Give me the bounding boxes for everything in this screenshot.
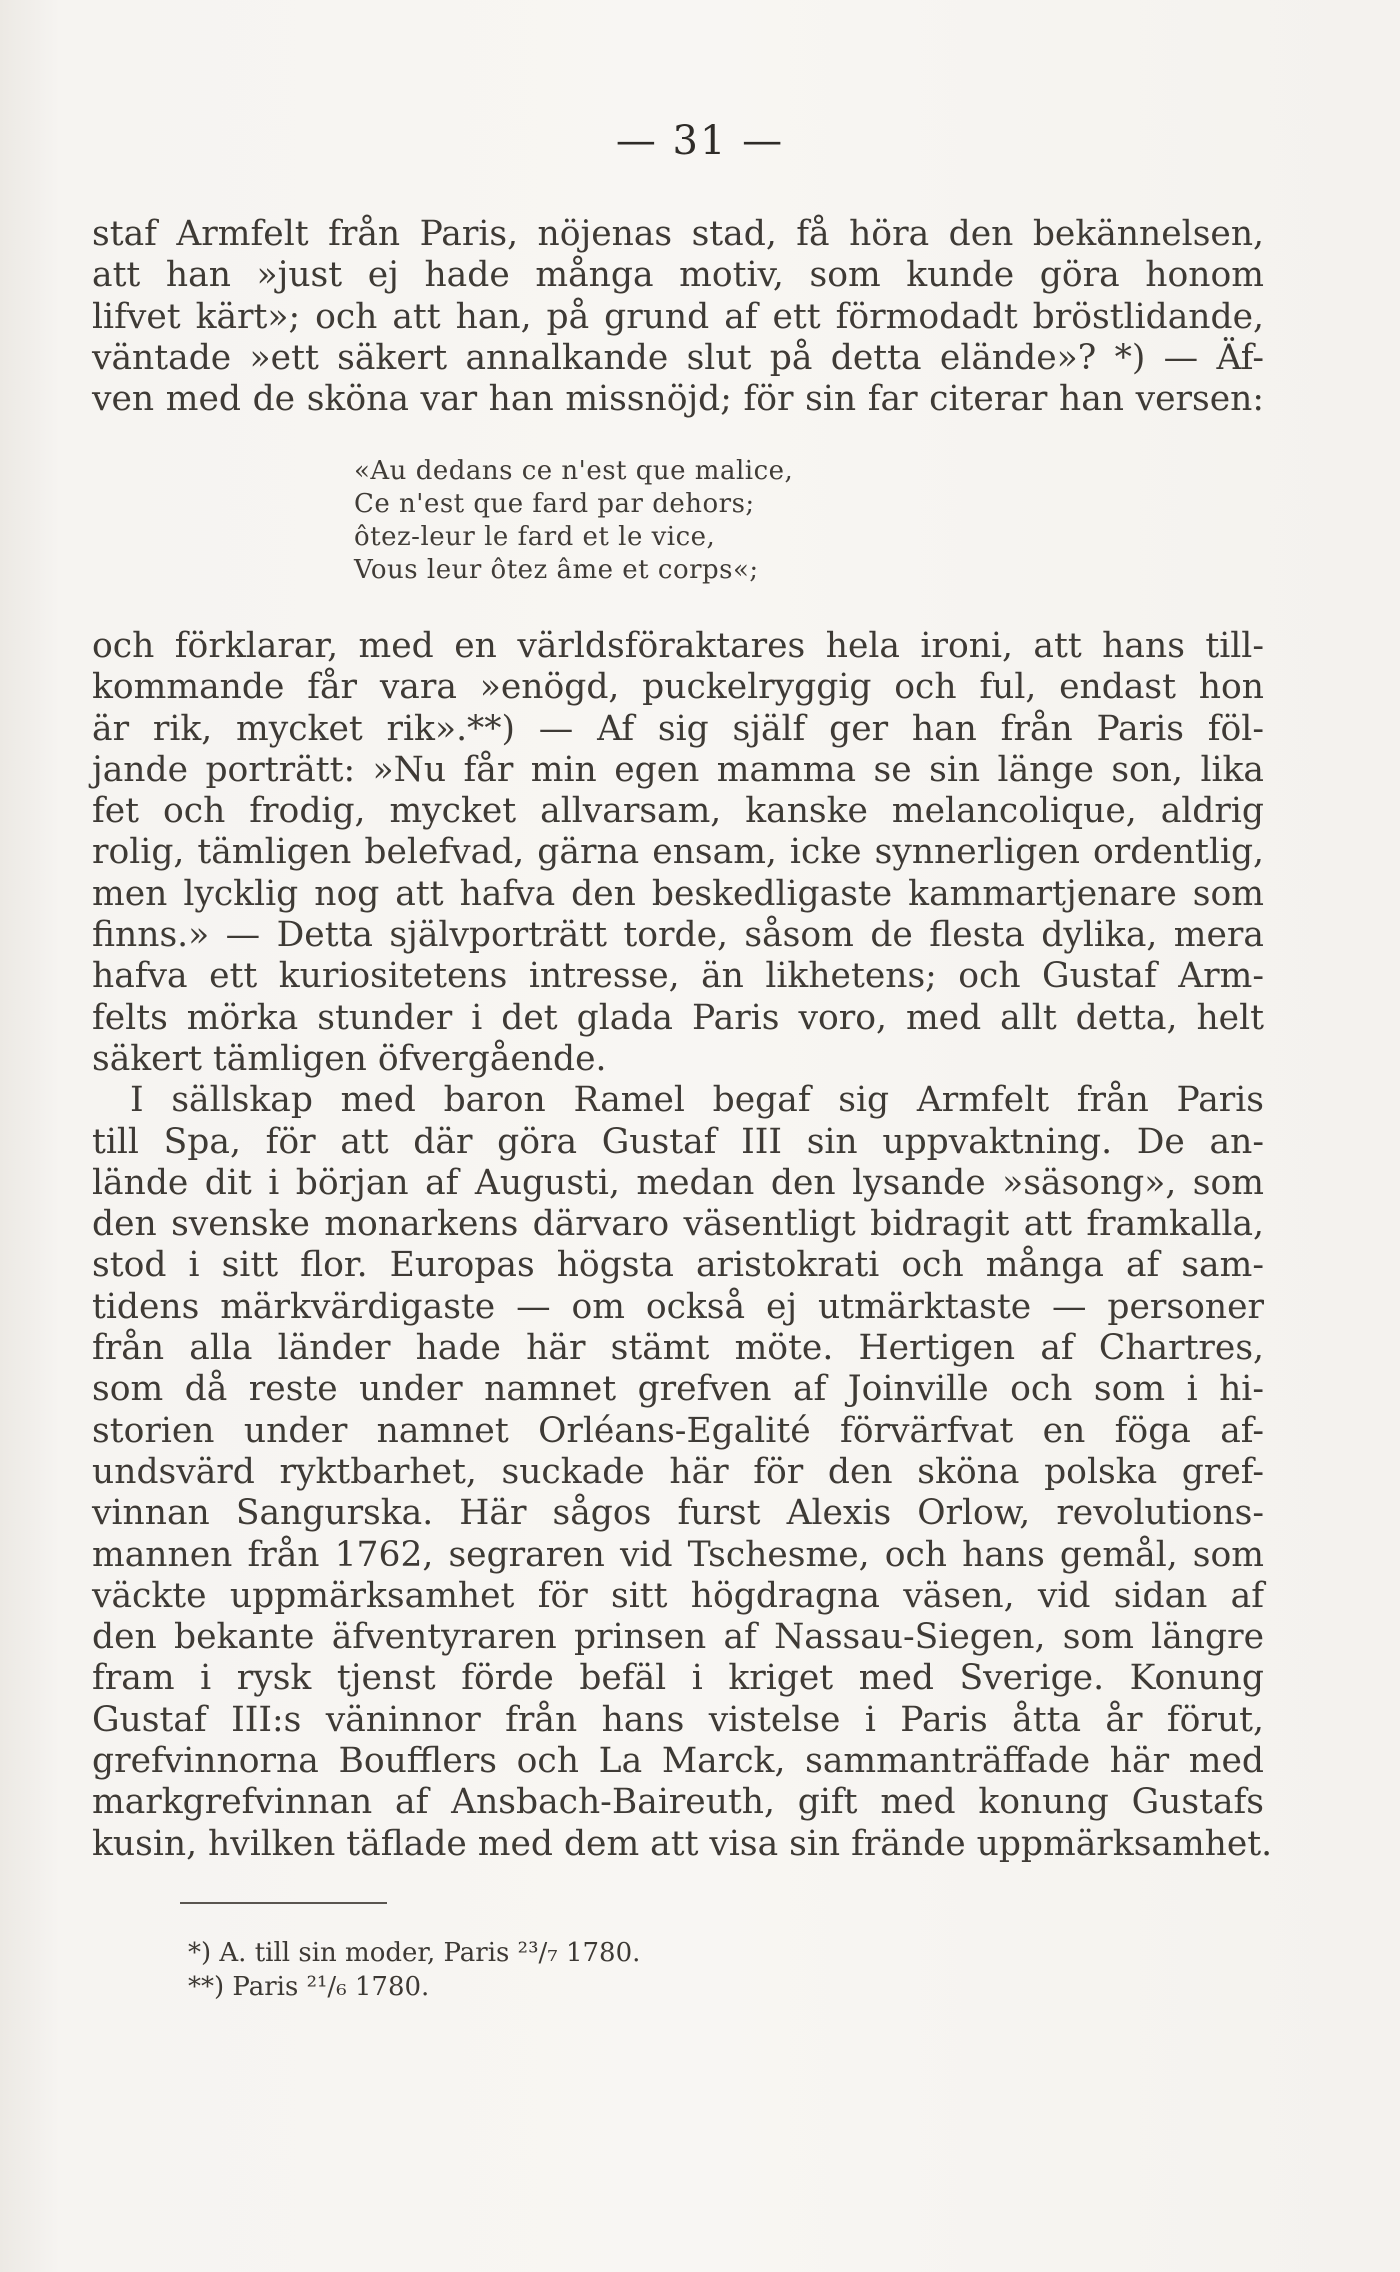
- text-line: felts mörka stunder i det glada Paris voro, med allt detta, helt: [92, 997, 1264, 1038]
- page-number: — 31 —: [615, 118, 785, 164]
- text-line: rolig, tämligen belefvad, gärna ensam, icke synnerligen ordentlig,: [92, 832, 1264, 873]
- text-line: I sällskap med baron Ramel begaf sig Armfelt från Paris: [130, 1080, 1264, 1121]
- paragraph-1: [92, 214, 1264, 420]
- text-line: till Spa, för att där göra Gustaf III sin uppvaktning. De an-: [92, 1121, 1264, 1162]
- verse-line: Vous leur ôtez âme et corps«;: [354, 555, 759, 585]
- text-line: fet och frodig, mycket allvarsam, kanske melancolique, aldrig: [92, 791, 1264, 832]
- text-line: väckte uppmärksamhet för sitt högdragna väsen, vid sidan af: [92, 1575, 1264, 1616]
- verse-line: ôtez-leur le fard et le vice,: [354, 522, 716, 552]
- text-line: från alla länder hade här stämt möte. Hertigen af Chartres,: [92, 1328, 1264, 1369]
- text-line: kommande får vara »enögd, puckelryggig och ful, endast hon: [92, 667, 1264, 708]
- text-line: som då reste under namnet grefven af Joinville och som i hi-: [92, 1369, 1264, 1410]
- text-line: mannen från 1762, segraren vid Tschesme, och hans gemål, som: [92, 1534, 1264, 1575]
- footnotes: [188, 1936, 640, 2004]
- text-line: fram i rysk tjenst förde befäl i kriget med Sverige. Konung: [92, 1658, 1264, 1699]
- text-line: säkert tämligen öfvergående.: [92, 1038, 607, 1079]
- text-line: lände dit i början af Augusti, medan den lysande »säsong», som: [92, 1162, 1264, 1203]
- text-line: ven med de sköna var han missnöjd; för sin far citerar han versen:: [92, 379, 1264, 420]
- text-line: stod i sitt flor. Europas högsta aristokrati och många af sam-: [92, 1245, 1264, 1286]
- text-line: men lycklig nog att hafva den beskedligaste kammartjenare som: [92, 873, 1264, 914]
- verse-quote: [354, 455, 793, 587]
- text-line: storien under namnet Orléans-Egalité förvärfvat en föga af-: [92, 1410, 1264, 1451]
- text-line: hafva ett kuriositetens intresse, än likhetens; och Gustaf Arm-: [92, 956, 1264, 997]
- text-line: vinnan Sangurska. Här sågos furst Alexis Orlow, revolutions-: [92, 1493, 1264, 1534]
- footnote: *) A. till sin moder, Paris ²³/₇ 1780.: [188, 1938, 641, 1968]
- text-line: och förklarar, med en världsföraktares hela ironi, att hans till-: [92, 626, 1264, 666]
- text-line: undsvärd ryktbarhet, suckade här för den sköna polska gref-: [92, 1451, 1264, 1492]
- paragraph-2-and-3: [92, 626, 1273, 1865]
- text-line: Gustaf III:s väninnor från hans vistelse i Paris åtta år förut,: [92, 1699, 1264, 1740]
- text-line: markgrefvinnan af Ansbach-Baireuth, gift med konung Gustafs: [92, 1782, 1264, 1823]
- verse-line: Ce n'est que fard par dehors;: [354, 489, 755, 519]
- text-line: grefvinnorna Boufflers och La Marck, sammanträffade här med: [92, 1741, 1264, 1782]
- text-line: är rik, mycket rik».**) — Af sig själf ger han från Paris föl-: [92, 708, 1264, 749]
- text-line: att han »just ej hade många motiv, som kunde göra honom: [92, 255, 1264, 296]
- footnote-divider: [180, 1902, 387, 1904]
- text-line: den bekante äfventyraren prinsen af Nassau-Siegen, som längre: [92, 1617, 1264, 1658]
- text-line: lifvet kärt»; och att han, på grund af ett förmodadt bröstlidande,: [92, 296, 1264, 337]
- text-line: staf Armfelt från Paris, nöjenas stad, få höra den bekännelsen,: [92, 214, 1264, 254]
- text-line: kusin, hvilken täflade med dem att visa sin frände uppmärksamhet.: [92, 1823, 1273, 1864]
- footnote: **) Paris ²¹/₆ 1780.: [188, 1972, 430, 2002]
- text-line: den svenske monarkens därvaro väsentligt bidragit att framkalla,: [92, 1204, 1264, 1245]
- verse-line: «Au dedans ce n'est que malice,: [354, 456, 794, 486]
- text-line: väntade »ett säkert annalkande slut på detta elände»? *) — Äf-: [92, 337, 1264, 378]
- text-line: tidens märkvärdigaste — om också ej utmärktaste — personer: [92, 1286, 1264, 1327]
- text-line: finns.» — Detta självporträtt torde, såsom de flesta dylika, mera: [92, 915, 1264, 956]
- text-line: jande porträtt: »Nu får min egen mamma se sin länge son, lika: [92, 749, 1264, 790]
